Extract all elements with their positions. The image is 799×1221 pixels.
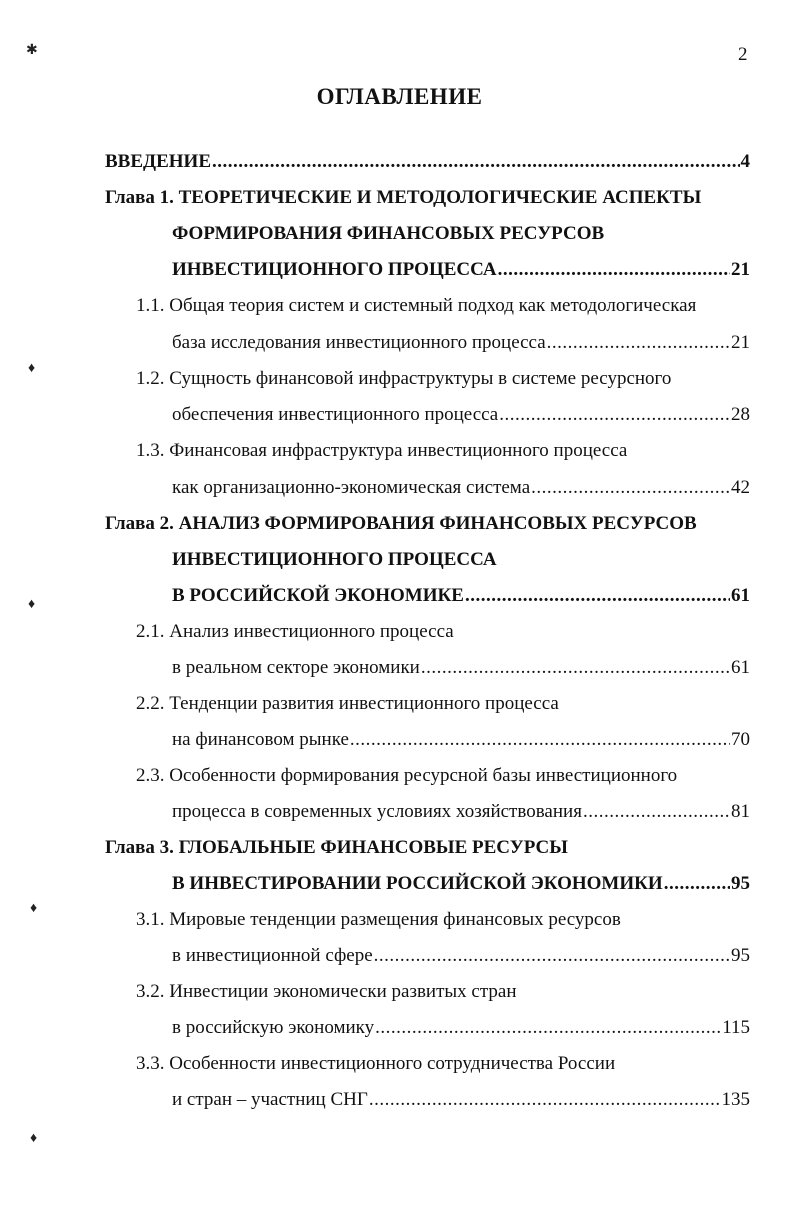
section-1-2-cont: обеспечения инвестиционного процесса ..... 28 [172,401,750,429]
dot-leader [375,1014,721,1042]
chapter-2-title-end: В РОССИЙСКОЙ ЭКОНОМИКЕ ..... 61 [172,582,750,610]
chapter-3-title-end: В ИНВЕСТИРОВАНИИ РОССИЙСКОЙ ЭКОНОМИКИ ..... 95 [172,870,750,898]
dot-leader [374,942,730,970]
chapter-1-heading: Глава 1. ТЕОРЕТИЧЕСКИЕ И МЕТОДОЛОГИЧЕСКИЕ АСПЕКТЫ [105,187,702,208]
dot-leader [212,148,740,176]
dot-leader [498,256,730,284]
section-2-2: 2.2. Тенденции развития инвестиционного процесса [136,693,559,714]
section-1-2-page: 28 [731,404,750,425]
section-2-3-cont: процесса в современных условиях хозяйствования ..... 81 [172,798,750,826]
dot-leader [547,329,730,357]
section-3-3: 3.3. Особенности инвестиционного сотрудничества России [136,1053,616,1074]
scan-speck: ♦ [30,901,38,916]
dot-leader [465,582,730,610]
scan-speck: ♦ [28,597,36,612]
chapter-3-page: 95 [731,873,750,894]
section-3-2: 3.2. Инвестиции экономически развитых стран [136,981,517,1002]
section-3-3-cont: и стран – участниц СНГ ..... 135 [172,1086,750,1114]
section-1-1: 1.1. Общая теория систем и системный подход как методологическая [136,295,697,316]
section-2-3-page: 81 [731,801,750,822]
section-3-2-page: 115 [722,1017,750,1038]
section-1-1-cont: база исследования инвестиционного процесса ..... 21 [172,329,750,357]
scan-speck: ✱ [26,43,38,58]
toc-intro-label: ВВЕДЕНИЕ [105,151,211,172]
section-3-2-cont: в российскую экономику ..... 115 [172,1014,750,1042]
page-title: ОГЛАВЛЕНИЕ [316,84,483,109]
page-number: 2 [738,44,748,65]
dot-leader [369,1086,721,1114]
scan-speck: ♦ [30,1131,38,1146]
section-1-3: 1.3. Финансовая инфраструктура инвестиционного процесса [136,440,628,461]
dot-leader [350,726,730,754]
section-3-1-page: 95 [731,945,750,966]
chapter-2-page: 61 [731,585,750,606]
section-1-2: 1.2. Сущность финансовой инфраструктуры в системе ресурсного [136,368,672,389]
section-2-1-cont: в реальном секторе экономики ..... 61 [172,654,750,682]
section-2-2-page: 70 [731,729,750,750]
section-1-3-page: 42 [731,477,750,498]
section-2-1-page: 61 [731,657,750,678]
toc-intro-page: 4 [740,151,750,172]
dot-leader [499,401,730,429]
chapter-1-page: 21 [731,259,750,280]
section-2-1: 2.1. Анализ инвестиционного процесса [136,621,454,642]
chapter-2-heading-cont: ИНВЕСТИЦИОННОГО ПРОЦЕССА [172,549,497,570]
chapter-1-title-end: ИНВЕСТИЦИОННОГО ПРОЦЕССА ..... 21 [172,256,750,284]
dot-leader [664,870,730,898]
section-3-3-page: 135 [721,1089,750,1110]
section-1-3-cont: как организационно-экономическая система ..... 42 [172,474,750,502]
section-3-1: 3.1. Мировые тенденции размещения финансовых ресурсов [136,909,621,930]
section-2-2-cont: на финансовом рынке ..... 70 [172,726,750,754]
section-2-3: 2.3. Особенности формирования ресурсной базы инвестиционного [136,765,678,786]
section-1-1-page: 21 [731,332,750,353]
chapter-1-heading-cont: ФОРМИРОВАНИЯ ФИНАНСОВЫХ РЕСУРСОВ [172,223,605,244]
dot-leader [421,654,730,682]
dot-leader [583,798,730,826]
chapter-2-heading: Глава 2. АНАЛИЗ ФОРМИРОВАНИЯ ФИНАНСОВЫХ РЕСУРСОВ [105,513,697,534]
section-3-1-cont: в инвестиционной сфере ..... 95 [172,942,750,970]
dot-leader [531,474,730,502]
toc-intro [105,148,750,176]
chapter-3-heading: Глава 3. ГЛОБАЛЬНЫЕ ФИНАНСОВЫЕ РЕСУРСЫ [105,837,568,858]
scan-speck: ♦ [28,361,36,376]
